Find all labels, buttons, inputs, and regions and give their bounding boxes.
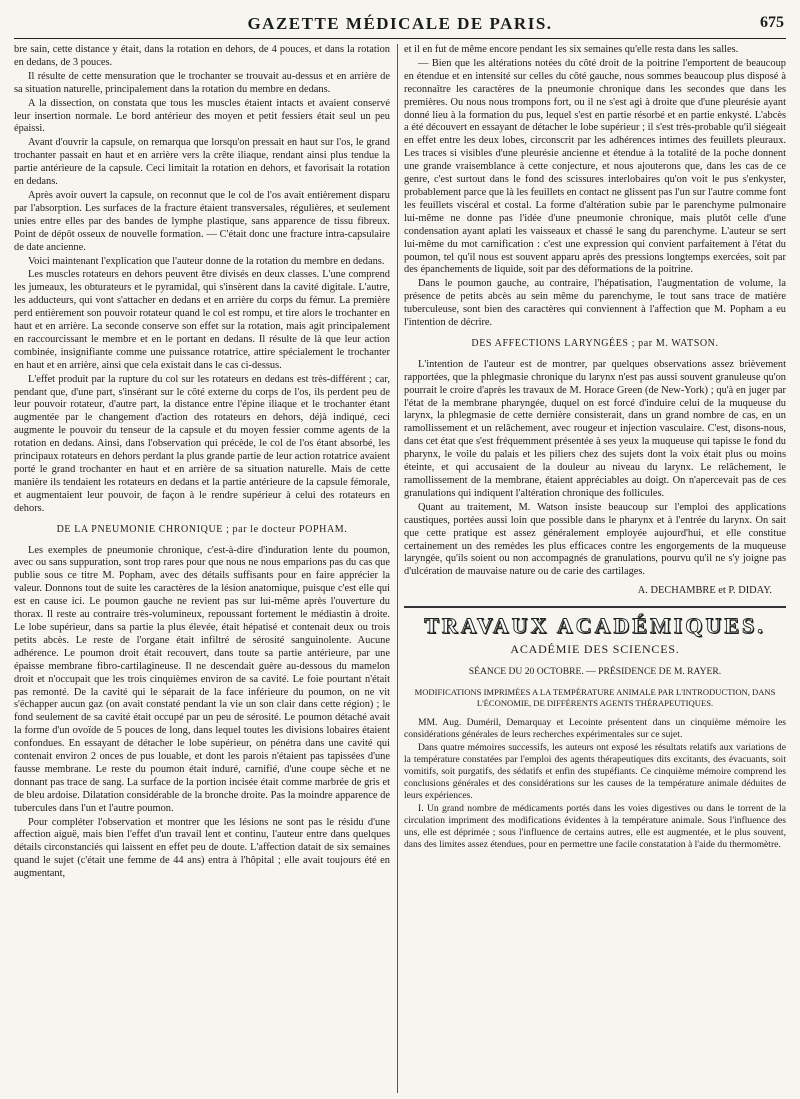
paragraph: A la dissection, on constata que tous les muscles étaient intacts et avaient conservé leur insertion normale. Le bord antérieur des moyen et petit fessiers était seul un peu épaissi. — [14, 97, 390, 135]
paragraph: — Bien que les altérations notées du côté droit de la poitrine l'emportent de beaucoup en étendue et en intensité sur celles du côté gauche, nous sommes beaucoup plus disposé à reconnaître les caractères de la pneumonie chronique dans les secondes que dans les premières. Ou nous nous trompons fort, ou il ne s'est agi à droite que d'une pleurésie ayant donné lieu à la formation du pus, lequel s'est en partie résorbé et en partie enkysté. L'abcès a été découvert en essayant de détacher le lobe supérieur ; il s'est très-probable qu'il siégeait en effet entre les deux lobes, circonscrit par les adhérences intimes des feuillets pleuraux. Les traces si visibles d'une pleurésie ancienne et étendue à la totalité de la poche donnent une grande vraisemblance à cette conjecture, et nous ajouterons que, dans les cas de ce genre, c'est surtout dans le fond des scissures interlobaires qu'on voit le pus s'enkyster, probablement parce que là les feuillets en contact ne glissent pas l'un sur l'autre comme font les feuillets viscéral et costal. La forme d'altération subie par le parenchyme pulmonaire lui-même ne donne pas l'idée d'une pneumonie chronique, mais plutôt celle d'une condensation ayant aplati les vaisseaux et chassé le sang du parenchyme. L'auteur se sert lui-même du mot carnification : c'est une expression qui convient parfaitement à l'état du poumon, tel qu'il nous est souvent apparu après des pressions longtemps exercées, soit par des épanchements de liquide, soit par des déformations de la poitrine. — [404, 57, 786, 276]
paragraph: L'intention de l'auteur est de montrer, par quelques observations assez brièvement rapportées, que la phlegmasie chronique du larynx n'est pas aussi souvent granuleuse qu'on pourrait le croire d'après les travaux de M. Horace Green (de New-York) ; qu'à en juger par l'état de la membrane pharyngée, duquel on est forcé d'induire celui de la muqueuse du larynx, la phlegmasie de cette dernière consisterait, dans un grand nombre de cas, en un ramollissement et un relâchement, avec rougeur et injection vasculaire. C'est, disons-nous, dans cet état que s'est fréquemment présentée à ses yeux la muqueuse qui tapisse le fond du pharynx, le voile du palais et les piliers chez des sujets dont la voix était plus ou moins éteinte, et qui accusaient de la douleur au niveau du larynx. Le relâchement, le ramollissement de la membrane, étaient appréciables au doigt. On n'apercevait pas de ces granulations qui indiquent l'altération chronique des follicules. — [404, 358, 786, 499]
left-paragraphs-before — [14, 44, 390, 516]
paragraph: Il résulte de cette mensuration que le trochanter se trouvait au-dessus et en arrière de sa situation naturelle, principalement dans la rotation du membre en dedans. — [14, 70, 390, 95]
right-column — [404, 44, 786, 1093]
section-rule — [404, 606, 786, 608]
paragraph: bre sain, cette distance y était, dans la rotation en dehors, de 4 pouces, et dans la rotation en dedans, de 3 pouces. — [14, 44, 390, 68]
paragraph: Dans le poumon gauche, au contraire, l'hépatisation, l'augmentation de volume, la présence de petits abcès au sein même du parenchyme, le tout sans trace de matière tuberculeuse, sont bien des caractères qui conviennent à l'affection que M. Popham a eu l'intention de décrire. — [404, 278, 786, 329]
paragraph: Les muscles rotateurs en dehors peuvent être divisés en deux classes. L'une comprend les jumeaux, les obturateurs et le pyramidal, qui s'insèrent dans la cavité digitale. L'autre, les adducteurs, qui vont s'attacher en dedans et en arrière du corps du fémur. La première perd entièrement son pouvoir rotateur quand le col est rompu, et tire alors le trochanter en haut et en arrière. La seconde conserve son effet sur la rotation, mais agit principalement en raccourcissant le membre et en le portant en dedans. Il résulte de là que leur action combinée, insignifiante comme une puissance rotatrice, attire spécialement le trochanter en haut et en arrière, ainsi que cela existait dans le cas ci-dessus. — [14, 269, 390, 371]
academy-main-title: TRAVAUX ACADÉMIQUES. — [424, 613, 766, 639]
paragraph: L'effet produit par la rupture du col sur les rotateurs en dedans est très-différent ; car, pendant que, d'une part, s'insérant sur le côté externe du corps de l'os, ils perdent peu de leur pouvoir rotateur, d'autre part, la distance entre l'épine iliaque et le trochanter étant augmentée par le changement d'action des rotateurs en dehors, déjà indiqué, ceci augmente le pouvoir du tenseur de la capsule et du moyen fessier comme agents de la rotation en dedans. Ainsi, dans l'observation qui précède, le col de l'os étant absorbé, les principaux rotateurs en dehors perdant la plus grande partie de leur action rotatrice avaient porté le grand trochanter en haut et en arrière de sa situation naturelle. Mais de cette manière ils tendaient les rotateurs en dedans et la partie antérieure de la capsule fémorale, et augmentaient leur pouvoir, de façon à le rendre supérieur à celui des rotateurs en dehors. — [14, 373, 390, 514]
article-signature: A. DECHAMBRE et P. DIDAY. — [637, 585, 772, 597]
journal-title: GAZETTE MÉDICALE DE PARIS. — [247, 14, 553, 33]
subject-heading: MODIFICATIONS IMPRIMÉES A LA TEMPÉRATURE ANIMALE PAR L'INTRODUCTION, DANS L'ÉCONOMIE, DE DIFFÉRENTS AGENTS THÉRAPEUTIQUES. — [414, 686, 776, 708]
column-divider — [397, 44, 398, 1093]
left-paragraphs-after — [14, 545, 390, 882]
paragraph: Pour compléter l'observation et montrer que les lésions ne sont pas le résidu d'une affection aiguë, mais bien l'effet d'un travail lent et continu, l'auteur entre dans quelques détails circonstanciés qui laissent en effet peu de doute. L'affection datait de six semaines quand le sujet (c'était une femme de 44 ans) entra à l'hôpital ; elle avait toujours été en augmentant, — [14, 816, 390, 880]
session-line: SÉANCE DU 20 OCTOBRE. — PRÉSIDENCE DE M. RAYER. — [468, 665, 722, 677]
page-header — [14, 8, 786, 39]
paragraph: Les exemples de pneumonie chronique, c'est-à-dire d'induration lente du poumon, avec ou sans suppuration, sont trop rares pour que nous ne nous emparions pas du cas que publie sous ce titre M. Popham, avec des détails suffisants pour en faire apprécier la valeur. Donnons tout de suite les caractères de la lésion anatomique, puisque c'est elle qui est en cause ici. Le poumon gauche ne revient pas sur lui-même après l'ouverture du thorax. Il reste au contraire très-volumineux, repoussant fortement le médiastin à droite. Le lobe supérieur, dans sa partie la plus élevée, était hépatisé et contenait deux ou trois petits abcès. Le reste de l'organe était infiltré de sérosité sanguinolente. Aucune adhérence. Le poumon droit était recouvert, dans toute sa partie antérieure, par une épaisse membrane fibro-cartilagineuse. Il ne descendait guère au-dessous du mamelon droit et n'occupait que les trois cinquièmes environ de sa cavité. Le foie pourtant n'était pas remonté. De la cavité qui le séparait de la face inférieure du poumon, on ne vit s'échapper aucun gaz (on avait constaté pendant la vie un son clair dans cette région) ; le fond seulement de sa cavité était occupé par un peu de sérosité. Le poumon détaché avait la forme d'un ovoïde de 5 pouces de long, dans lequel toutes les divisions lobaires étaient confondues. En essayant de détacher le lobe supérieur, on pénétra dans une cavité qui contenait environ 2 onces de pus louable, et dont les parois n'étaient pas tapissées d'une fausse membrane. Le reste du poumon était induré, carnifié, d'une coupe sèche et ne donnant pas trace de sang. La surface de la portion incisée était comme marbrée de gris et de bleu ardoise. Dilatation considérable de la bronche droite. Pas la moindre apparence de tubercules dans l'un et l'autre poumon. — [14, 544, 390, 814]
academy-paragraphs — [404, 717, 786, 851]
right-paragraphs-middle — [404, 359, 786, 579]
paragraph: Voici maintenant l'explication que l'auteur donne de la rotation du membre en dedans. — [28, 255, 385, 267]
paragraph: et il en fut de même encore pendant les six semaines qu'elle resta dans les salles. — [404, 44, 739, 55]
paragraph: I. Un grand nombre de médicaments portés dans les voies digestives ou dans le torrent de la circulation impriment des modifications évidentes à la température animale. Sous l'influence des uns, elle est déprimée ; sous l'influence de certains autres, elle est augmentée, et le plus souvent, dans des limites assez étendues, pour en permettre une facile constatation à l'aide du thermomètre. — [404, 802, 786, 850]
paragraph: Après avoir ouvert la capsule, on reconnut que le col de l'os avait entièrement disparu par l'absorption. Les surfaces de la fracture étaient transversales, régulières, et seulement unies entre elles par des bandes de lymphe plastique, sans apparence de tissu fibreux. Point de dépôt osseux de nouvelle formation. — C'était donc une fracture intra-capsulaire de date ancienne. — [14, 189, 390, 253]
page-number: 675 — [760, 14, 784, 31]
section-heading-laryngees: DES AFFECTIONS LARYNGÉES ; par M. WATSON. — [471, 337, 719, 349]
left-column — [14, 44, 390, 1093]
academy-sub-title: ACADÉMIE DES SCIENCES. — [510, 642, 680, 657]
paragraph: Avant d'ouvrir la capsule, on remarqua que lorsqu'on pressait en haut sur l'os, le grand trochanter passait en haut et en arrière vers la crête iliaque, rendant ainsi plus tendue la partie antérieure de la capsule. Ceci limitait la rotation en dehors, et favorisait la rotation en dedans. — [14, 137, 390, 188]
section-heading-pneumonie: DE LA PNEUMONIE CHRONIQUE ; par le docteur POPHAM. — [56, 523, 348, 535]
paragraph: Quant au traitement, M. Watson insiste beaucoup sur l'emploi des applications caustiques, portées aussi loin que possible dans le pharynx et à l'entrée du larynx. On sait que cette pratique est assez généralement employée aujourd'hui, et elle constitue certainement un des remèdes les plus efficaces contre les engorgements de la muqueuse laryngée, qu'ils soient ou non accompagnés de granulations, pourvu qu'il ne s'y joigne pas d'ulcération de mauvaise nature ou de carie des cartilages. — [404, 501, 786, 578]
right-paragraphs-before — [404, 44, 786, 330]
paragraph: MM. Aug. Duméril, Demarquay et Lecointe présentent dans un cinquième mémoire les considérations générales de leurs recherches expérimentales sur ce sujet. — [404, 716, 786, 740]
paragraph: Dans quatre mémoires successifs, les auteurs ont exposé les résultats relatifs aux variations de la température constatées par l'emploi des agents thérapeutiques dits excitants, des évacuants, soit vomitifs, soit purgatifs, des sédatifs et enfin des stupéfiants. Ce cinquième mémoire comprend les conclusions générales et des considérations sur les causes de la température animale déduites de leurs expériences. — [404, 741, 786, 801]
